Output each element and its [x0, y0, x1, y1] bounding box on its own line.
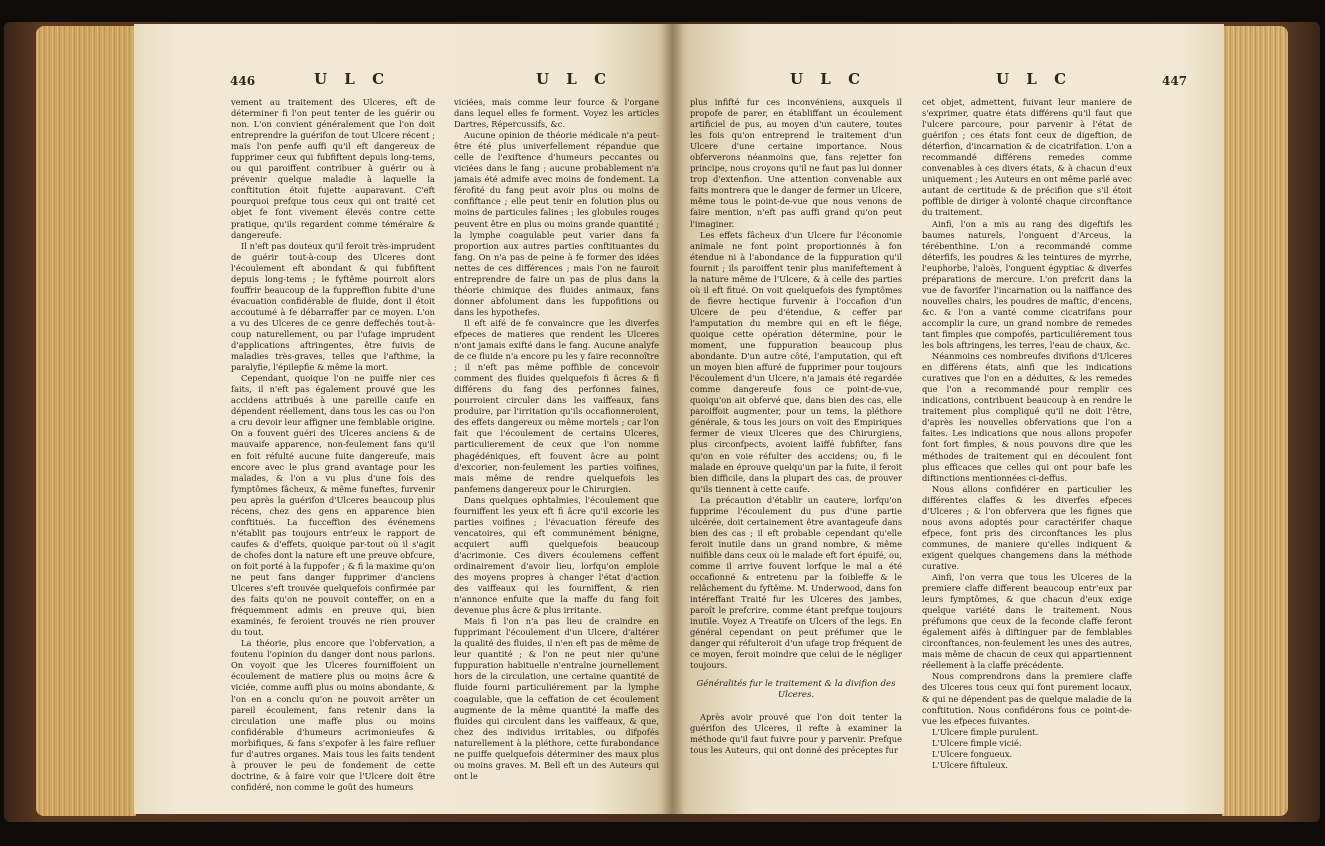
paragraph: Ainfi, l'on verra que tous les Ulceres de la premiere claffe different beaucoup entr'eux par leurs fymptômes, & que chacun d'eux exige quelque variété dans le traitement. Nous préfumons que ceux de la feconde claffe feront également aifés à diftinguer par de femblables circonftances, non-feulement les unes des autres, mais même de chacun de ceux qui appartiennent réellement à la claffe précédente.: [922, 572, 1132, 671]
list-item: L'Ulcere fongueux.: [932, 748, 1013, 759]
paragraph: plus infifté fur ces inconvéniens, auxquels il propofe de parer, en établiffant un écoulement artificiel de pus, au moyen d'un cautere, toutes les fois qu'on entreprend le traitement d'un Ulcere d'une certaine importance. Nous obferverons néanmoins que, fans rejetter fon principe, nous croyons qu'il ne faut pas lui donner trop d'extenfion. Une attention convenable aux faits montrera que le danger de fermer un Ulcere, même tous le point-de-vue que nous venons de faire mention, n'eft pas auffi grand qu'on peut l'imaginer.: [690, 97, 902, 229]
paragraph: Il eft aifé de fe convaincre que les diverfes efpeces de matieres que rendent les Ulceres n'ont jamais exifté dans le fang. Aucune analyfe de ce fluide n'a encore pu les y faire reconnoître ; il n'eft pas même poffible de concevoir comment des fluides quelquefois fi âcres & fi différens du fang des perfonnes faines, pourroient circuler dans les vaiffeaux, fans produire, par l'irritation qu'ils occafionneroient, des effets dangereux ou même mortels ; car l'on fait que l'écoulement de certains Ulceres, particulierement de ceux que l'on nomme phagédéniques, eft fouvent âcre au point d'excorier, non-feulement les parties voifines, mais même de rendre quelquefois les panfemens dangereux pour le Chirurgien.: [454, 317, 659, 494]
right-page-column-1: [690, 97, 902, 797]
running-head-right-col1: U L C: [790, 70, 867, 88]
paragraph: Les effets fâcheux d'un Ulcere fur l'économie animale ne font point proportionnés à fon étendue ni à l'abondance de la fuppuration qu'il fournit ; ils paroiffent tenir plus manifeftement à la nature même de l'Ulcere, & à celle des parties où il eft fitué. On voit quelquefois des fymptômes de fievre hectique furvenir à l'occafion d'un Ulcere de peu d'étendue, & ceffer par l'amputation du membre qui en eft le fiége, quoique cette opération détermine, pour le moment, une fuppuration beaucoup plus abondante. D'un autre côté, l'amputation, qui eft un moyen bien affuré de fupprimer pour toujours l'écoulement d'un Ulcere, n'a jamais été regardée comme dangereufe fous ce point-de-vue, quoiqu'on ait obfervé que, dans bien des cas, elle paroiffoit augmenter, pour un tems, la pléthore générale, & tous les jours on voit des Empiriques fermer de vieux Ulceres que des Chirurgiens, plus circonfpects, avoient laiffé fubfifter, fans qu'on en voie réfulter des accidens; ou, fi le malade en éprouve quelqu'un par la fuite, il feroit bien difficile, dans la plupart des cas, de prouver qu'ils tiennent à cette caufe.: [690, 229, 902, 494]
right-page-column-2: [922, 97, 1132, 797]
paragraph: Néanmoins ces nombreufes divifions d'Ulceres en différens états, ainfi que les indications curatives que l'on en a déduites, & les remedes que l'on a recommandé pour remplir ces indications, contribuent beaucoup à en rendre le traitement plus compliqué qu'il ne doit l'être, d'après les nouvelles obfervations que l'on a faites. Les indications que nous allons propofer font fort fimples, & nous pouvons dire que les méthodes de traitement qui en découlent font plus efficaces que celles qui ont pour bafe les diftinctions mentionnées ci-deffus.: [922, 351, 1132, 483]
running-head-right-col2: U L C: [996, 70, 1073, 88]
paragraph: Nous allons confidérer en particulier les différentes claffes & les diverfes efpeces d'Ulceres ; & l'on obfervera que les fignes que nous avons adoptés pour caractérifer chaque efpece, font pris des circonftances les plus communes, de maniere qu'elles indiquent & exigent quelques changemens dans la méthode curative.: [922, 483, 1132, 571]
paragraph: Cependant, quoique l'on ne puiffe nier ces faits, il n'eft pas également prouvé que les accidens attribués à une pareille caufe en dépendent réellement, dans tous les cas ou l'on a cru devoir leur affigner une femblable origine. On a fouvent guéri des Ulceres anciens & de mauvaife apparence, non-feulement fans qu'il en foit réfulté aucune fuite dangereufe, mais encore avec le plus grand avantage pour les malades, & l'on a vu plus d'une fois des fymptômes fâcheux, & même funeftes, furvenir peu après la guérifon d'Ulceres beaucoup plus récens, chez des gens en apparence bien conftitués. La fucceffion des événemens n'établit pas toujours entr'eux le rapport de caufes & d'effets, quoique par-tout où il s'agit de chofes dont la nature eft une preuve obfcure, on foit porté à la fuppofer ; & fi la maxime qu'on ne peut fans danger fupprimer d'anciens Ulceres s'eft trouvée quelquefois confirmée par des faits qu'on ne pouvoit conteffer, on en a fréquemment admis en preuve qui, bien examinés, fe feroient trouvés ne rien prouver du tout.: [231, 373, 435, 638]
paragraph: Il n'eft pas douteux qu'il feroit très-imprudent de guérir tout-à-coup des Ulceres dont l'écoulement eft abondant & qui fubfiftent depuis long-tems ; le fyftême pourroit alors fouffrir beaucoup de la fuppreffion fubite d'une évacuation confidérable de fluide, dont il étoit accoutumé à fe débarraffer par ce moyen. L'on a vu des Ulceres de ce genre deffechés tout-à-coup naturellement, ou par l'ufage imprudent d'applications aftringentes, être fuivis de maladies très-graves, telles que l'afthme, la paralyfie, l'épilepfie & même la mort.: [231, 240, 435, 373]
running-head-left-col2: U L C: [536, 70, 613, 88]
paragraph: Dans quelques ophtalmies, l'écoulement que fourniffent les yeux eft fi âcre qu'il excorie les parties voifines ; l'évacuation féreufe des vencatoires, qui eft communément bénigne, acquiert auffi quelquefois beaucoup d'acrimonie. Ces divers écoulemens ceffent ordinairement d'avoir lieu, lorfqu'on emploie des moyens propres à changer l'état d'action des vaiffeaux qui les fourniffent, & rien n'annonce enfuite que la maffe du fang foit devenue plus âcre & plus irritante.: [454, 494, 659, 616]
left-page-column-2: [454, 97, 659, 797]
right-page-edges: [1222, 26, 1288, 816]
paragraph: cet objet, admettent, fuivant leur maniere de s'exprimer, quatre états différens qu'il faut que l'ulcere parcoure, pour parvenir à l'état de guérifon ; ces états font ceux de digeftion, de déterfion, d'incarnation & de cicatrifation. L'on a recommandé différens remedes comme convenables à ces divers états, & à chacun d'eux uniquement ; les Auteurs en ont même parlé avec autant de certitude & de précifion que s'il étoit poffible de diriger à volonté chaque circonftance du traitement.: [922, 97, 1132, 218]
book-gutter: [662, 24, 684, 814]
paragraph: La théorie, plus encore que l'obfervation, a foutenu l'opinion du danger dont nous parlons. On voyoit que les Ulceres fourniffoient un écoulement de matiere plus ou moins âcre & viciée, comme auffi plus ou moins abondante, & l'on en a conclu qu'on ne pouvoit arrêter un pareil écoulement, fans retenir dans la circulation une maffe plus ou moins confidérable d'humeurs acrimonieufes & morbifiques, & fans s'expofer à les faire refluer fur d'autres organes. Mais tous les faits tendent à prouver le peu de fondement de cette doctrine, & à faire voir que l'Ulcere doit être confidéré, non comme le goût des humeurs: [231, 638, 435, 792]
paragraph: Aucune opinion de théorie médicale n'a peut-être été plus univerfellement répandue que celle de l'exiftence d'humeurs peccantes ou viciées dans le fang ; aucune probablement n'a jamais été admife avec moins de fondement. La férofité du fang peut avoir plus ou moins de confiftance ; elle peut tenir en folution plus ou moins de particules falines ; les globules rouges peuvent être en plus ou moins grande quantité ; la lymphe coagulable peut varier dans fa proportion aux autres parties conftituantes du fang. On n'a pas de peine à fe former des idées nettes de ces différences ; mais l'on ne fauroit entreprendre de faire un pas de plus dans la théorie chimique des fluides animaux, fans donner abfolument dans les fuppofitions ou dans les hypothefes.: [454, 130, 659, 317]
list-item: L'Ulcere fimple vicié.: [932, 737, 1022, 748]
paragraph: vement au traitement des Ulceres, eft de déterminer fi l'on peut tenter de les guérir ou non. L'on convient généralement que l'on doit entreprendre la guérifon de tout Ulcere récent ; mais l'on penfe auffi qu'il eft dangereux de fupprimer ceux qui fubfiftent depuis long-tems, ou qui paroiffent contribuer à guérir ou à prévenir quelque maladie à laquelle la conftitution étoit fujette auparavant. C'eft pourquoi prefque tous ceux qui ont traité cet objet fe font vivement élevés contre cette pratique, qu'ils regardent comme téméraire & dangereufe.: [231, 97, 435, 240]
ulcer-class-list: [922, 727, 1132, 771]
right-page: [672, 24, 1224, 814]
running-head-left-col1: U L C: [314, 70, 391, 88]
paragraph: La précaution d'établir un cautere, lorfqu'on fupprime l'écoulement du pus d'une partie ulcérée, doit certainement être avantageufe dans bien des cas ; il eft probable cependant qu'elle feroit inutile dans un grand nombre, & même nuifible dans ceux où le malade eft fort épuifé, ou, comme il arrive fouvent lorfque le mal a été occafionné & entretenu par la foibleffe & le relâchement du fyftême. M. Underwood, dans fon intéreffant Traité fur les Ulceres des jambes, paroît le prefcrire, comme étant prefque toujours inutile. Voyez A Treatife on Ulcers of the legs. En général cependant on peut préfumer que le danger qui réfulteroit d'un ufage trop fréquent de ce moyen, feroit moindre que celui de le négliger toujours.: [690, 494, 902, 671]
section-heading: Généralités fur le traitement & la divifion des Ulceres.: [696, 679, 896, 701]
left-page-edges: [36, 26, 136, 816]
list-item: L'Ulcere fiftuleux.: [932, 759, 1009, 770]
left-page-column-1: [231, 97, 435, 797]
paragraph: Nous comprendrons dans la premiere claffe des Ulceres tous ceux qui font purement locaux, & qui ne dépendent pas de quelque maladie de la conftitution. Nous confidérons fous ce point-de-vue les efpeces fuivantes.: [922, 671, 1132, 726]
paragraph: Mais fi l'on n'a pas lieu de craindre en fupprimant l'écoulement d'un Ulcere, d'altérer la qualité des fluides, il n'en eft pas de même de leur quantité ; & l'on ne peut nier qu'une fuppuration habituelle n'entraîne journellement hors de la circulation, une certaine quantité de fluide fourni particuliérement par la lymphe coagulable, que la ceffation de cet écoulement augmente de la même quantité la maffe des fluides qui circulent dans les vaiffeaux, & que, chez des individus irritables, ou difpofés naturellement à la pléthore, cette furabondance ne puiffe quelquefois déterminer des maux plus ou moins graves. M. Bell eft un des Auteurs qui ont le: [454, 616, 659, 781]
page-number-right: 447: [1162, 74, 1188, 88]
left-page: [134, 24, 672, 814]
paragraph: viciées, mais comme leur fource & l'organe dans lequel elles fe forment. Voyez les articles Dartres, Répercussifs, &c.: [454, 97, 659, 130]
list-item: L'Ulcere fimple purulent.: [932, 726, 1039, 737]
page-number-left: 446: [230, 74, 256, 88]
paragraph: Après avoir prouvé que l'on doit tenter la guérifon des Ulceres, il refte à examiner la méthode qu'il faut fuivre pour y parvenir. Prefque tous les Auteurs, qui ont donné des préceptes fur: [690, 711, 902, 755]
paragraph: Ainfi, l'on a mis au rang des digeftifs les baumes naturels, l'onguent d'Arceus, la térébenthine. L'on a recommandé comme déterfifs, les poudres & les teintures de myrrhe, l'euphorbe, l'aloès, l'onguent égyptiac & diverfes préparations de mercure. L'on prefcrit dans la vue de favorifer l'incarnation ou la naiffance des nouvelles chairs, les poudres de maftic, d'encens, &c. & l'on a vanté comme cicatrifans pour accomplir la cure, un grand nombre de remedes tant fimples que compofés, particuliérement tous les bols aftringens, les terres, l'eau de chaux, &c.: [922, 218, 1132, 351]
